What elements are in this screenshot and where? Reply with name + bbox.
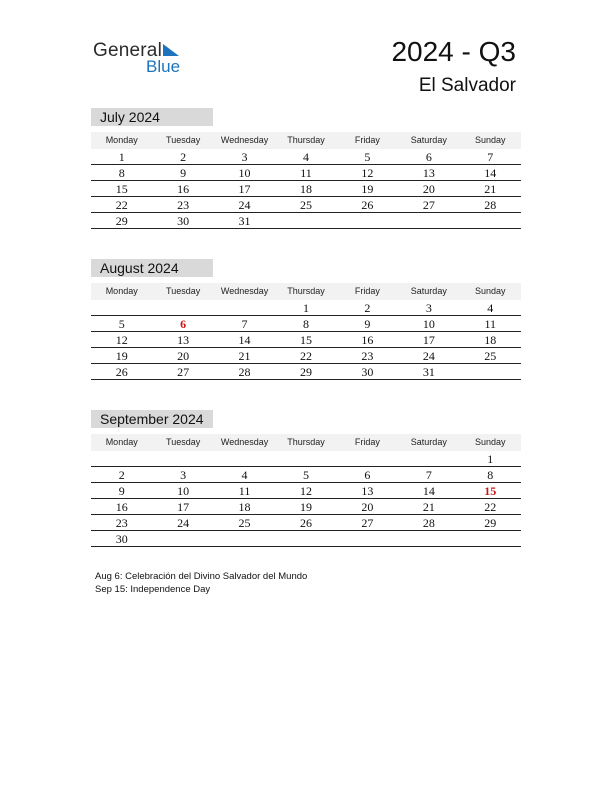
week-row [91, 451, 521, 467]
day-cell: 1 [118, 150, 125, 164]
day-cell: 30 [115, 532, 128, 546]
day-cell: 8 [118, 166, 125, 180]
day-cell: 7 [425, 468, 432, 482]
week-row [91, 483, 521, 499]
week-rows [91, 300, 521, 380]
day-cell: 3 [241, 150, 248, 164]
day-cell: 2 [118, 468, 125, 482]
week-row [91, 332, 521, 348]
day-cell [460, 364, 521, 379]
day-cell: 12 [115, 333, 128, 347]
day-cell: 21 [422, 500, 435, 514]
weekday-label: Thursday [287, 437, 325, 447]
day-cell: 13 [177, 333, 190, 347]
week-row [91, 165, 521, 181]
day-cell [152, 531, 213, 546]
weekday-label: Wednesday [220, 286, 269, 296]
day-cell [337, 213, 398, 228]
weekday-label: Friday [354, 286, 380, 296]
day-cell: 19 [361, 182, 374, 196]
day-cell: 1 [487, 452, 494, 466]
page-title: 2024 - Q3 [391, 36, 516, 67]
day-cell: 20 [361, 500, 374, 514]
weekday-label: Friday [354, 135, 380, 145]
day-cell: 14 [484, 166, 497, 180]
holiday-note: Sep 15: Independence Day [95, 584, 211, 595]
day-cell: 12 [361, 166, 374, 180]
day-cell: 13 [422, 166, 435, 180]
generalblue-logo [93, 40, 193, 80]
day-cell: 29 [484, 516, 497, 530]
day-cell: 24 [177, 516, 190, 530]
week-row [91, 515, 521, 531]
day-cell: 7 [487, 150, 494, 164]
day-cell [275, 531, 336, 546]
day-cell: 14 [422, 484, 435, 498]
day-cell: 24 [422, 349, 435, 363]
month-august [91, 259, 521, 380]
day-cell [275, 451, 336, 466]
weekday-label: Saturday [410, 135, 447, 145]
day-cell: 3 [425, 301, 432, 315]
day-cell: 21 [484, 182, 497, 196]
weekday-label: Wednesday [220, 135, 269, 145]
weekday-label: Friday [354, 437, 380, 447]
day-cell: 20 [177, 349, 190, 363]
week-row [91, 197, 521, 213]
weekday-label: Wednesday [220, 437, 269, 447]
day-cell: 31 [422, 365, 435, 379]
day-cell: 15 [299, 333, 312, 347]
day-cell: 16 [115, 500, 128, 514]
week-row [91, 149, 521, 165]
day-cell: 22 [115, 198, 128, 212]
weekday-header-row [91, 132, 521, 149]
weekday-header-row [91, 434, 521, 451]
day-cell: 18 [238, 500, 251, 514]
day-cell: 24 [238, 198, 251, 212]
day-cell: 26 [115, 365, 128, 379]
day-cell: 9 [118, 484, 125, 498]
week-row [91, 300, 521, 316]
day-cell: 25 [484, 349, 497, 363]
logo-triangle-icon [161, 42, 181, 58]
day-cell: 6 [364, 468, 371, 482]
day-cell: 8 [302, 317, 309, 331]
day-cell: 19 [115, 349, 128, 363]
week-row [91, 467, 521, 483]
day-cell: 9 [364, 317, 371, 331]
day-cell: 1 [302, 301, 309, 315]
day-cell: 22 [299, 349, 312, 363]
day-cell [398, 451, 459, 466]
day-cell [214, 451, 275, 466]
day-cell: 27 [361, 516, 374, 530]
month-september [91, 410, 521, 547]
day-cell: 25 [238, 516, 251, 530]
country-name: El Salvador [418, 75, 516, 96]
day-cell: 25 [299, 198, 312, 212]
day-cell: 11 [238, 484, 251, 498]
day-cell: 16 [361, 333, 374, 347]
weekday-label: Monday [105, 135, 138, 145]
weekday-label: Sunday [474, 135, 506, 145]
weekday-label: Sunday [474, 437, 506, 447]
day-cell: 14 [238, 333, 251, 347]
day-cell: 4 [487, 301, 494, 315]
weekday-label: Saturday [410, 437, 447, 447]
day-cell [460, 531, 521, 546]
month-title: July 2024 [91, 108, 213, 126]
day-cell: 6 [425, 150, 432, 164]
day-cell: 10 [177, 484, 190, 498]
day-cell [214, 531, 275, 546]
week-row [91, 316, 521, 332]
day-cell: 22 [484, 500, 497, 514]
day-cell: 29 [115, 214, 128, 228]
day-cell: 27 [177, 365, 190, 379]
holiday-note: Aug 6: Celebración del Divino Salvador del Mundo [95, 571, 308, 582]
week-row [91, 213, 521, 229]
week-row [91, 181, 521, 197]
day-cell: 13 [361, 484, 374, 498]
day-cell: 9 [180, 166, 187, 180]
day-cell: 31 [238, 214, 251, 228]
day-cell: 26 [299, 516, 312, 530]
day-cell: 15 [484, 484, 497, 498]
day-cell: 17 [177, 500, 190, 514]
day-cell: 5 [302, 468, 309, 482]
day-cell: 10 [422, 317, 435, 331]
day-cell: 29 [299, 365, 312, 379]
logo-general-text: General [93, 40, 162, 61]
logo-blue-text: Blue [146, 57, 181, 76]
day-cell [398, 531, 459, 546]
day-cell: 18 [484, 333, 497, 347]
month-title: September 2024 [91, 410, 213, 428]
day-cell: 20 [422, 182, 435, 196]
weekday-header-row [91, 283, 521, 300]
week-row [91, 531, 521, 547]
weekday-label: Tuesday [166, 135, 201, 145]
weekday-label: Sunday [474, 286, 506, 296]
weekday-label: Monday [105, 437, 138, 447]
day-cell [460, 213, 521, 228]
day-cell: 18 [299, 182, 312, 196]
day-cell: 3 [180, 468, 187, 482]
day-cell [337, 531, 398, 546]
weekday-label: Tuesday [166, 437, 201, 447]
month-title: August 2024 [91, 259, 213, 277]
day-cell: 28 [422, 516, 435, 530]
day-cell: 4 [302, 150, 309, 164]
day-cell: 5 [118, 317, 125, 331]
week-row [91, 348, 521, 364]
day-cell: 28 [238, 365, 251, 379]
day-cell: 11 [484, 317, 497, 331]
day-cell: 11 [300, 166, 312, 180]
day-cell: 16 [177, 182, 190, 196]
day-cell [214, 300, 275, 315]
day-cell [91, 451, 152, 466]
week-row [91, 364, 521, 380]
day-cell [398, 213, 459, 228]
day-cell: 28 [484, 198, 497, 212]
day-cell: 2 [180, 150, 187, 164]
day-cell [152, 451, 213, 466]
day-cell: 30 [361, 365, 374, 379]
day-cell: 15 [115, 182, 128, 196]
holiday-notes [95, 570, 307, 596]
weekday-label: Saturday [410, 286, 447, 296]
month-july [91, 108, 521, 229]
day-cell [152, 300, 213, 315]
day-cell: 23 [177, 198, 190, 212]
day-cell [91, 300, 152, 315]
day-cell [275, 213, 336, 228]
week-row [91, 499, 521, 515]
weekday-label: Thursday [287, 286, 325, 296]
weekday-label: Thursday [287, 135, 325, 145]
day-cell: 2 [364, 301, 371, 315]
day-cell: 12 [299, 484, 312, 498]
day-cell: 19 [299, 500, 312, 514]
day-cell: 7 [241, 317, 248, 331]
day-cell: 5 [364, 150, 371, 164]
day-cell: 27 [422, 198, 435, 212]
day-cell: 17 [422, 333, 435, 347]
weekday-label: Tuesday [166, 286, 201, 296]
day-cell [337, 451, 398, 466]
day-cell: 26 [361, 198, 374, 212]
day-cell: 23 [361, 349, 374, 363]
day-cell: 4 [241, 468, 248, 482]
week-rows [91, 149, 521, 229]
day-cell: 17 [238, 182, 251, 196]
day-cell: 23 [115, 516, 128, 530]
day-cell: 10 [238, 166, 251, 180]
day-cell: 8 [487, 468, 494, 482]
week-rows [91, 451, 521, 547]
day-cell: 21 [238, 349, 251, 363]
day-cell: 30 [177, 214, 190, 228]
weekday-label: Monday [105, 286, 138, 296]
day-cell: 6 [180, 317, 187, 331]
